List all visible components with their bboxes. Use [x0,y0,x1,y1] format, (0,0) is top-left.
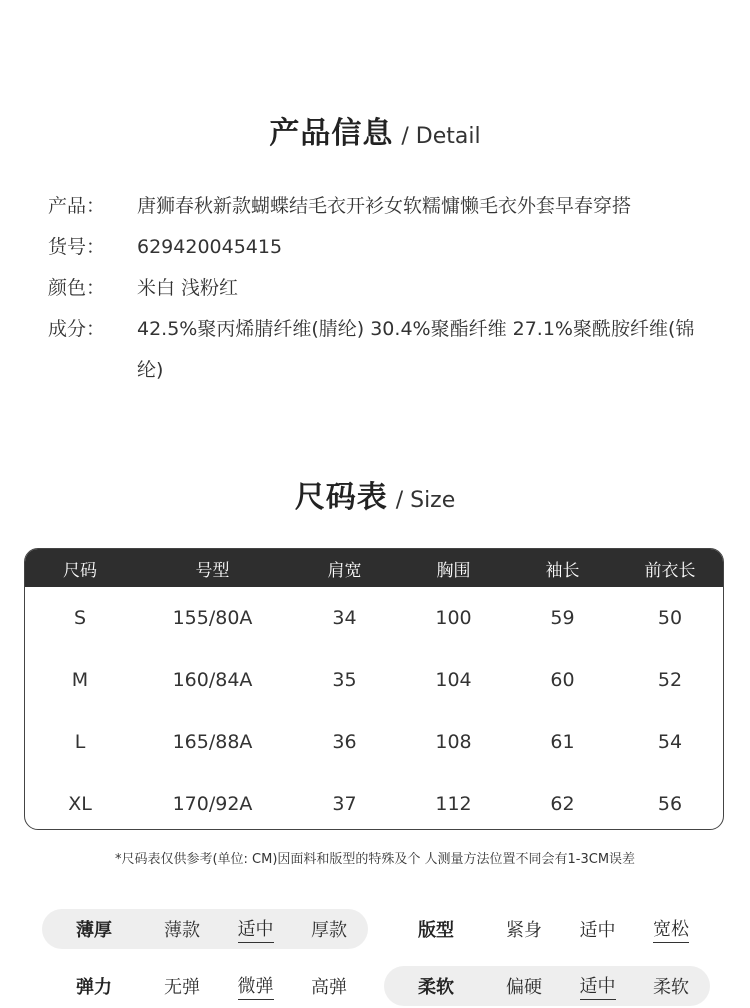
size-section-title [0,472,750,516]
info-value: 唐狮春秋新款蝴蝶结毛衣开衫女软糯慵懒毛衣外套早春穿搭 [137,195,632,217]
table-cell: 36 [332,731,357,753]
attribute-option: 偏硬 [506,977,542,998]
attribute-softness [384,966,710,1006]
header-cell: 胸围 [436,560,471,581]
attribute-option-selected [560,972,635,1000]
table-cell: 100 [435,607,472,629]
table-cell: 155/80A [172,607,253,629]
table-cell: 37 [332,793,357,815]
table-cell: L [74,731,86,753]
attribute-label: 版型 [418,920,454,941]
info-row-sku [48,227,708,268]
size-table [24,548,724,830]
attribute-thickness [42,909,368,949]
info-value: 629420045415 [137,236,283,258]
attribute-option: 紧身 [506,920,542,941]
attribute-elastic [42,966,368,1006]
table-cell: 56 [657,793,683,815]
table-cell: 59 [550,607,575,629]
selected-underline: 适中 [238,915,274,943]
attribute-option-selected [218,915,293,943]
table-cell: S [73,607,87,629]
table-row [25,711,723,773]
header-cell: 前衣长 [644,560,696,581]
table-cell: 34 [332,607,357,629]
size-note: *尺码表仅供参考(单位: CM)因面料和版型的特殊及个 人测量方法位置不同会有1-3CM误差 [114,852,636,867]
table-cell: XL [68,793,92,815]
info-label: 颜色： [48,277,106,299]
table-cell: 160/84A [172,669,253,691]
info-row-product [48,186,708,227]
info-value: 42.5%聚丙烯腈纤维(腈纶) 30.4%聚酯纤维 27.1%聚酰胺纤维(锦纶) [137,318,695,381]
table-row [25,587,723,649]
info-row-color [48,268,708,309]
attribute-label: 薄厚 [76,920,112,941]
attribute-option: 薄款 [164,920,200,941]
info-label: 货号： [48,236,106,258]
attribute-option: 无弹 [164,977,200,998]
info-value: 米白 浅粉红 [137,277,239,299]
table-cell: 52 [657,669,683,691]
attribute-option: 厚款 [311,920,347,941]
attribute-fit [384,909,710,949]
product-info [48,186,708,391]
size-title-en: / Size [395,488,456,513]
attribute-option: 柔软 [653,977,689,998]
header-cell: 尺码 [63,560,97,581]
table-row [25,649,723,711]
attribute-option: 适中 [579,920,616,941]
table-cell: 104 [435,669,472,691]
table-cell: 54 [657,731,683,753]
table-cell: 35 [332,669,357,691]
attribute-option-selected [218,972,293,1000]
table-cell: 165/88A [172,731,253,753]
size-table-header [25,549,723,587]
info-row-material [48,309,708,391]
table-row [25,773,723,830]
header-cell: 袖长 [545,560,580,581]
table-cell: 60 [550,669,575,691]
info-label: 产品： [48,195,106,217]
header-cell: 肩宽 [327,560,362,581]
info-label: 成分： [48,318,106,340]
table-cell: 61 [550,731,575,753]
detail-title-zh: 产品信息 [269,116,394,151]
selected-underline: 微弹 [238,972,274,1000]
detail-section-title [0,108,750,152]
table-cell: 112 [435,793,472,815]
size-title-zh: 尺码表 [294,480,388,515]
attribute-label: 柔软 [418,977,454,998]
header-cell: 号型 [195,560,230,581]
table-cell: 62 [550,793,575,815]
table-cell: 108 [435,731,472,753]
selected-underline: 宽松 [653,915,689,943]
attribute-label: 弹力 [76,977,112,998]
table-cell: 170/92A [172,793,253,815]
attribute-option: 高弹 [311,977,347,998]
table-cell: M [71,669,89,691]
selected-underline: 适中 [580,972,616,1000]
table-cell: 50 [657,607,683,629]
detail-title-en: / Detail [401,124,481,149]
attribute-option-selected [635,915,707,943]
